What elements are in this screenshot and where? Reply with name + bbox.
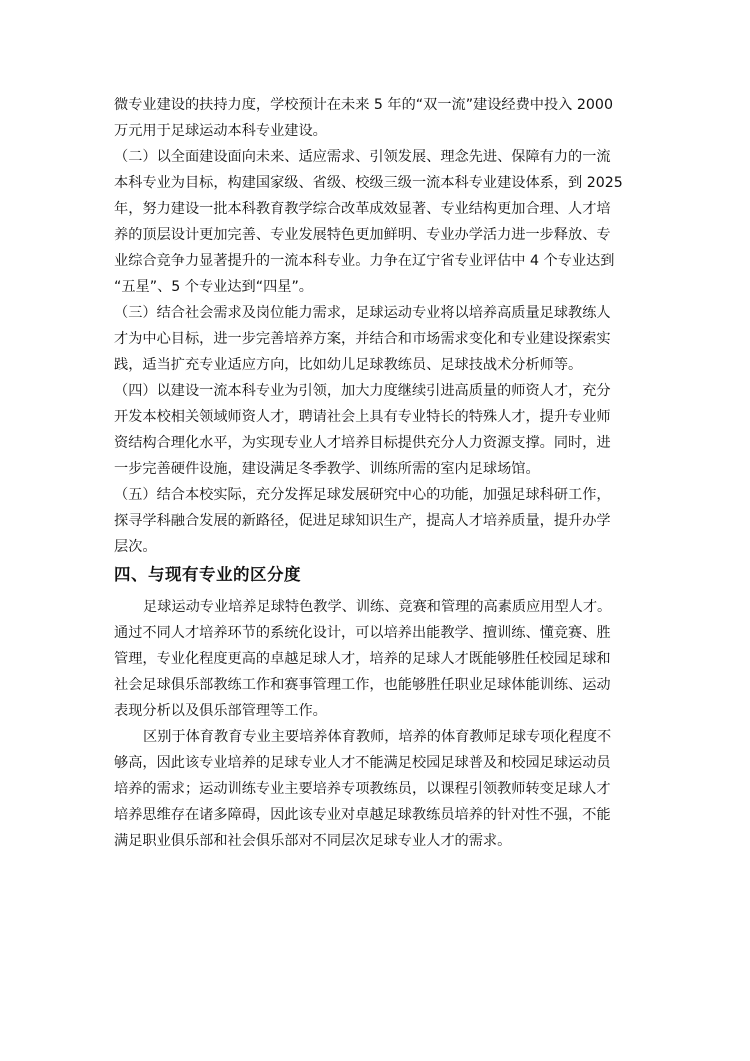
text-line: 资结构合理化水平，为实现专业人才培养目标提供充分人力资源支撑。同时，进	[114, 435, 611, 451]
text-line: 培养的需求；运动训练专业主要培养专项教练员，以课程引领教师转变足球人才	[114, 781, 611, 797]
page-content	[114, 92, 644, 854]
text-line: 一步完善硬件设施，建设满足冬季教学、训练所需的室内足球场馆。	[114, 461, 540, 477]
text-line: 区别于体育教育专业主要培养体育教师，培养的体育教师足球专项化程度不	[143, 729, 612, 745]
paragraph-distinction-1	[114, 594, 644, 724]
text-line: （三）结合社会需求及岗位能力需求，足球运动专业将以培养高质量足球教练人	[114, 305, 611, 321]
text-line: 管理，专业化程度更高的卓越足球人才，培养的足球人才既能够胜任校园足球和	[114, 651, 611, 667]
text-line: 足球运动专业培养足球特色教学、训练、竞赛和管理的高素质应用型人才。	[143, 599, 612, 615]
text-line: 培养思维存在诸多障碍，因此该专业对卓越足球教练员培养的针对性不强，不能	[114, 807, 611, 823]
text-line: 养的顶层设计更加完善、专业发展特色更加鲜明、专业办学活力进一步释放、专	[114, 227, 611, 243]
text-line: 开发本校相关领域师资人才，聘请社会上具有专业特长的特殊人才，提升专业师	[114, 409, 611, 425]
text-line: 通过不同人才培养环节的系统化设计，可以培养出能教学、擅训练、懂竞赛、胜	[114, 625, 611, 641]
text-line: 满足职业俱乐部和社会俱乐部对不同层次足球专业人才的需求。	[114, 833, 512, 849]
text-line: 表现分析以及俱乐部管理等工作。	[114, 703, 327, 719]
text-line: “五星”、5 个专业达到“四星”。	[114, 279, 313, 295]
continuation-text-block	[114, 92, 644, 560]
text-line: 本科专业为目标，构建国家级、省级、校级三级一流本科专业建设体系，到 2025	[114, 175, 623, 191]
text-line: 践，适当扩充专业适应方向，比如幼儿足球教练员、足球技战术分析师等。	[114, 357, 583, 373]
text-line: （四）以建设一流本科专业为引领，加大力度继续引进高质量的师资人才，充分	[114, 383, 611, 399]
text-line: 微专业建设的扶持力度，学校预计在未来 5 年的“双一流”建设经费中投入 2000	[114, 97, 613, 113]
text-line: 年，努力建设一批本科教育教学综合改革成效显著、专业结构更加合理、人才培	[114, 201, 611, 217]
text-line: （二）以全面建设面向未来、适应需求、引领发展、理念先进、保障有力的一流	[114, 149, 611, 165]
text-line: 层次。	[114, 539, 157, 555]
text-line: 万元用于足球运动本科专业建设。	[114, 123, 327, 139]
text-line: 够高，因此该专业培养的足球专业人才不能满足校园足球普及和校园足球运动员	[114, 755, 611, 771]
text-line: 社会足球俱乐部教练工作和赛事管理工作，也能够胜任职业足球体能训练、运动	[114, 677, 611, 693]
text-line: 才为中心目标，进一步完善培养方案，并结合和市场需求变化和专业建设探索实	[114, 331, 611, 347]
section-heading: 四、与现有专业的区分度	[114, 565, 301, 584]
paragraph-distinction-2	[114, 724, 644, 854]
text-line: （五）结合本校实际，充分发挥足球发展研究中心的功能，加强足球科研工作，	[114, 487, 611, 503]
text-line: 业综合竞争力显著提升的一流本科专业。力争在辽宁省专业评估中 4 个专业达到	[114, 253, 615, 269]
text-line: 探寻学科融合发展的新路径，促进足球知识生产，提高人才培养质量，提升办学	[114, 513, 611, 529]
